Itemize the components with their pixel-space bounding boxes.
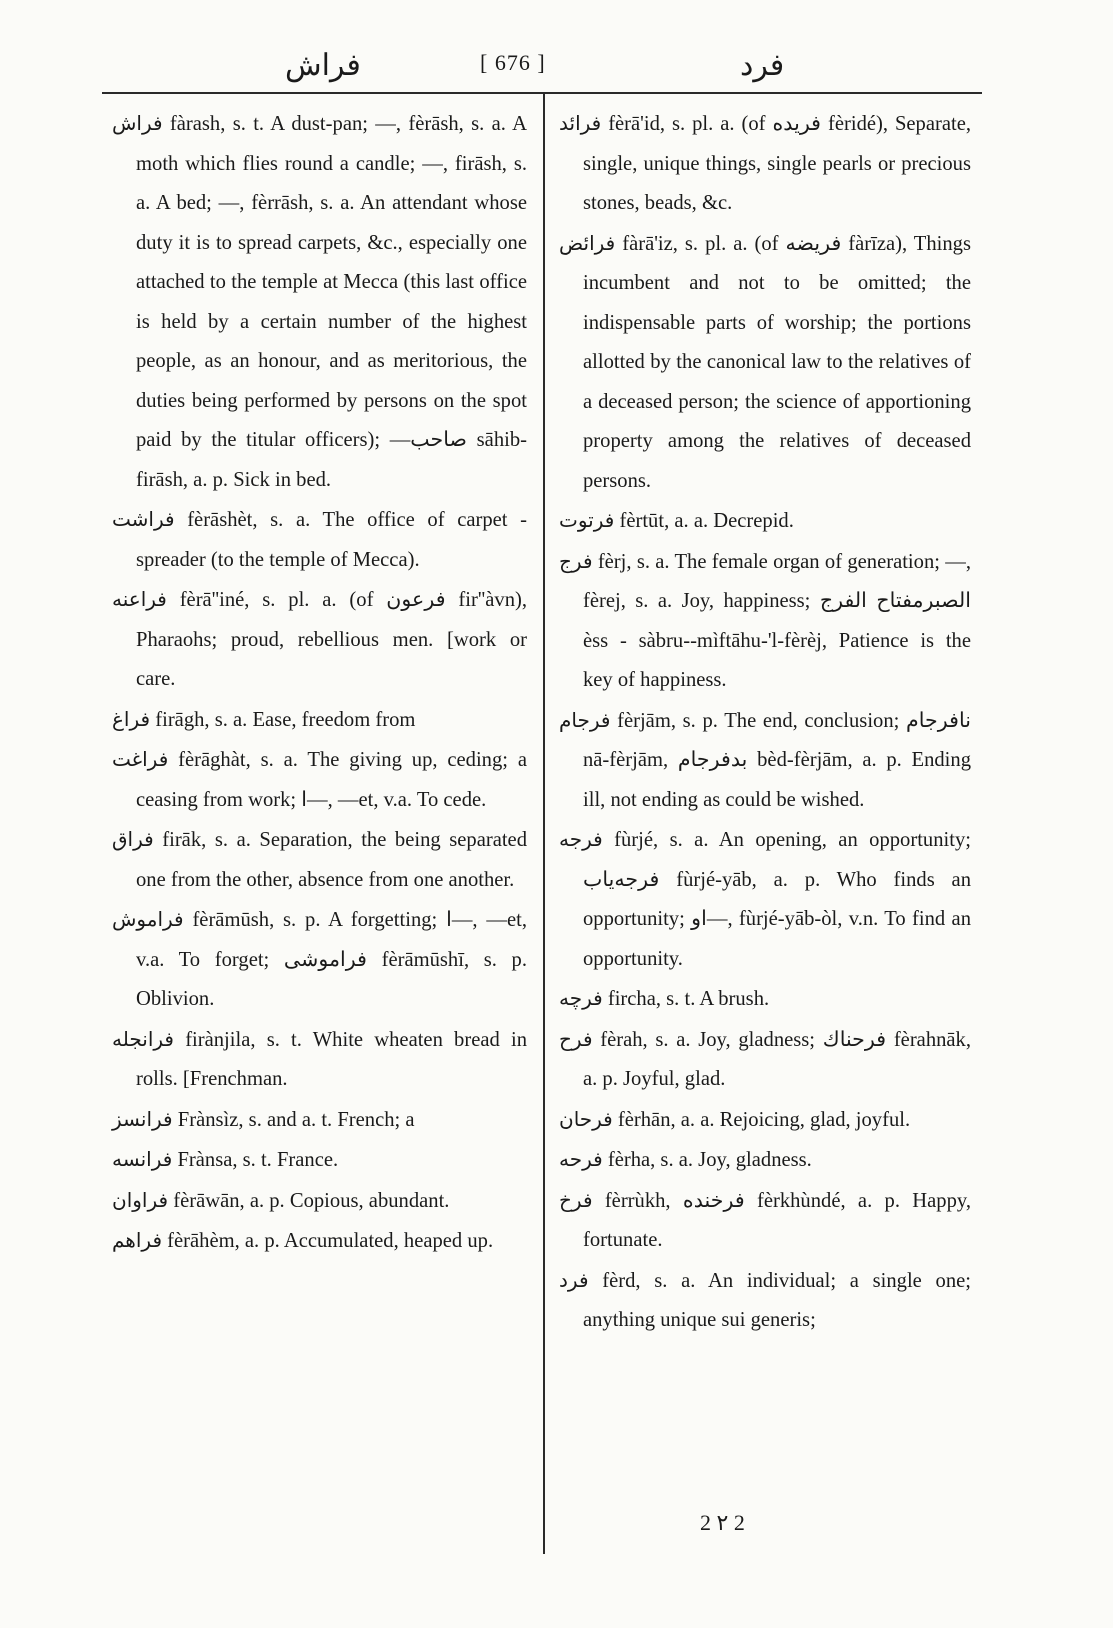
entry-headword-arabic: فراشت <box>112 507 175 531</box>
dictionary-entry <box>112 1181 527 1222</box>
dictionary-entry <box>112 580 527 700</box>
entry-headword-arabic: فرح <box>559 1026 593 1051</box>
entry-headword-arabic: فراغ <box>112 706 151 731</box>
column-divider <box>543 94 545 1554</box>
header-left-catchword: فراش <box>285 48 361 83</box>
entry-text: fàrā'iz, s. pl. a. (of فریضه fàrīza), Things incumbent and not to be omitted; the indispensable parts of worship; the portions allotted by the canonical law to the relatives of a deceased person; the science of apportioning property among the relatives of deceased persons. <box>583 232 971 492</box>
entry-text: Frànsa, s. t. France. <box>177 1149 339 1171</box>
entry-headword-arabic: فراعنه <box>112 587 167 611</box>
dictionary-entry <box>112 1221 527 1262</box>
dictionary-entry <box>112 500 527 580</box>
header-right-catchword: فرد <box>740 48 785 83</box>
page-number: [ 676 ] <box>480 50 546 75</box>
entry-text: fèrā'id, s. pl. a. (of فریده fèridé), Separate, single, unique things, single pearls or precious stones, beads, &c. <box>583 113 972 214</box>
entry-text: fèrāshèt, s. a. The office of carpet - spreader (to the temple of Mecca). <box>136 509 527 571</box>
dictionary-entry <box>559 820 971 979</box>
entry-text: fèrāmūsh, s. p. A forgetting; ا—, —et, v.a. To forget; فراموشی fèrāmūshī, s. p. Oblivion. <box>136 909 527 1010</box>
entry-text: fèrrùkh, فرخنده fèrkhùndé, a. p. Happy, fortunate. <box>583 1189 971 1251</box>
entry-headword-arabic: فرج <box>559 548 593 573</box>
dictionary-entry <box>559 1100 971 1141</box>
dictionary-entry <box>112 1020 527 1100</box>
entry-headword-arabic: فرخ <box>559 1187 593 1212</box>
entry-headword-arabic: فرچه <box>559 986 603 1010</box>
left-column <box>112 104 527 1262</box>
dictionary-entry <box>112 104 527 500</box>
entry-text: firànjila, s. t. White wheaten bread in rolls. [Frenchman. <box>136 1028 527 1090</box>
right-column <box>559 104 971 1341</box>
entry-text: firāgh, s. a. Ease, freedom from <box>155 708 416 731</box>
entry-headword-arabic: فرحان <box>559 1106 613 1131</box>
entry-text: Frànsìz, s. and a. t. French; a <box>177 1108 415 1131</box>
entry-headword-arabic: فراوان <box>112 1187 169 1212</box>
entry-text: fèrjām, s. p. The end, conclusion; نافرجام nā-fèrjām, بدفرجام bèd-fèrjām, a. p. Ending ill, not ending as could be wished. <box>583 709 972 811</box>
dictionary-entry <box>112 1100 527 1141</box>
dictionary-entry <box>559 1020 971 1100</box>
entry-text: fèrd, s. a. An individual; a single one; anything unique sui generis; <box>583 1269 971 1331</box>
dictionary-entry <box>559 542 971 701</box>
entry-text: fèrah, s. a. Joy, gladness; فرحناك fèrahnāk, a. p. Joyful, glad. <box>583 1028 972 1090</box>
entry-headword-arabic: فراموش <box>112 907 184 931</box>
entry-headword-arabic: فرتوت <box>559 508 615 532</box>
entry-headword-arabic: فراق <box>112 827 154 851</box>
entry-headword-arabic: فرائد <box>559 111 602 135</box>
entry-text: fèrha, s. a. Joy, gladness. <box>607 1149 812 1171</box>
entry-text: fèrhān, a. a. Rejoicing, glad, joyful. <box>617 1108 911 1131</box>
entry-text: fèrāhèm, a. p. Accumulated, heaped up. <box>167 1230 494 1252</box>
entry-headword-arabic: فراش <box>112 111 163 135</box>
entry-headword-arabic: فرجه <box>559 827 603 851</box>
entry-text: fèrj, s. a. The female organ of generation; —, fèrej, s. a. Joy, happiness; الصبرمفتاح الفرج èss - sàbru--mìftāhu-'l-fèrèj, Patience is the key of happiness. <box>583 550 971 691</box>
entry-text: fèrāwān, a. p. Copious, abundant. <box>173 1189 450 1212</box>
entry-headword-arabic: فرائض <box>559 230 616 255</box>
entry-headword-arabic: فرحه <box>559 1147 603 1171</box>
dictionary-entry <box>559 224 971 502</box>
dictionary-entry <box>112 820 527 900</box>
dictionary-entry <box>559 1261 971 1341</box>
entry-headword-arabic: فرانسز <box>112 1106 173 1131</box>
dictionary-entry <box>559 979 971 1020</box>
entry-text: fùrjé, s. a. An opening, an opportunity; فرجه‌یاب fùrjé-yāb, a. p. Who finds an opportunity; او—, fùrjé-yāb-òl, v.n. To find an opportunity. <box>583 829 971 970</box>
entry-text: fircha, s. t. A brush. <box>607 988 770 1010</box>
entry-text: fàrash, s. t. A dust-pan; —, fèrāsh, s. a. A moth which flies round a candle; —, firāsh, s. a. A bed; —, fèrrāsh, s. a. An attendant whose duty it is to spread carpets, &c., especially one attached to the temple at Mecca (this last office is held by a certain number of the highest people, as an honour, and as meritorious, the duties being performed by persons on the spot paid by the titular officers); —صاحب sāhib-firāsh, a. p. Sick in bed. <box>136 113 528 491</box>
dictionary-entry <box>559 104 971 224</box>
entry-headword-arabic: فرد <box>559 1267 589 1292</box>
entry-text: fèrā''iné, s. pl. a. (of فرعون fir''àvn), Pharaohs; proud, rebellious men. [work or care. <box>136 589 528 690</box>
page-header <box>100 48 980 92</box>
entry-text: fèrtūt, a. a. Decrepid. <box>619 510 794 532</box>
header-rule <box>102 92 982 94</box>
entry-headword-arabic: فراهم <box>112 1228 163 1252</box>
dictionary-entry <box>112 1140 527 1181</box>
dictionary-entry <box>112 700 527 741</box>
entry-headword-arabic: فراغت <box>112 747 169 771</box>
dictionary-entry <box>559 701 971 821</box>
entry-text: fèrāghàt, s. a. The giving up, ceding; a ceasing from work; ا—, —et, v.a. To cede. <box>136 749 527 811</box>
dictionary-entry <box>112 900 527 1020</box>
signature-mark: 2 ۲ 2 <box>700 1510 745 1535</box>
dictionary-entry <box>112 740 527 820</box>
dictionary-entry <box>559 1181 971 1261</box>
entry-headword-arabic: فرانجله <box>112 1026 174 1051</box>
entry-text: firāk, s. a. Separation, the being separated one from the other, absence from one another. <box>136 829 527 891</box>
entry-headword-arabic: فرانسه <box>112 1147 173 1171</box>
dictionary-entry <box>559 1140 971 1181</box>
entry-headword-arabic: فرجام <box>559 707 611 732</box>
dictionary-entry <box>559 501 971 542</box>
